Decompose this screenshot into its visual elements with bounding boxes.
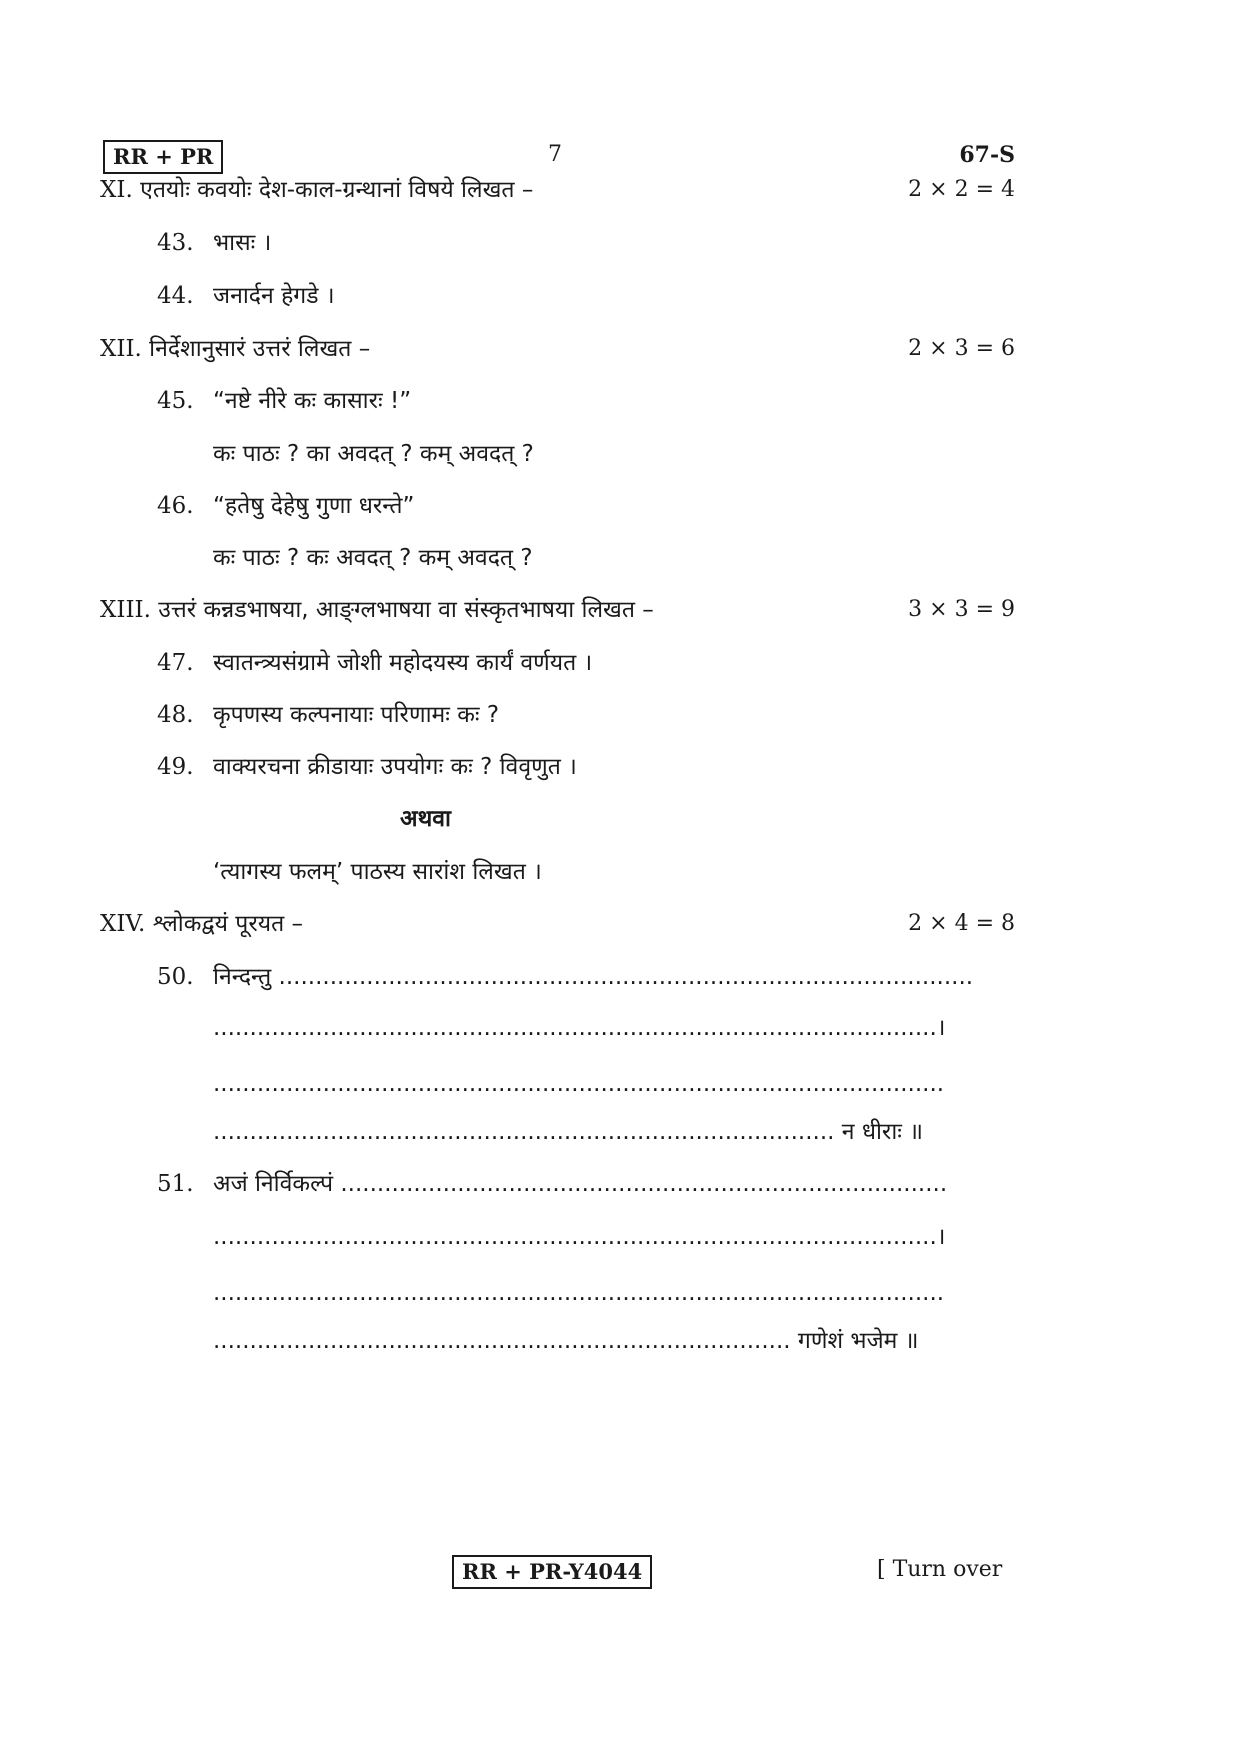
fill-line: ...................................................................................................। (213, 1015, 946, 1041)
athava-label: अथवा (400, 806, 452, 832)
question-text: स्वातन्त्र्यसंग्रामे जोशी महोदयस्य कार्यं वर्णयत । (213, 650, 593, 676)
question-text: “हतेषु देहेषु गुणा धरन्ते” (213, 493, 415, 519)
question-48 (157, 700, 499, 730)
fill-line: .................................................................................................... (213, 1280, 945, 1306)
footer-code: RR + PR-Y4044 (452, 1555, 652, 1589)
turn-over-note: [ Turn over (877, 1557, 1003, 1582)
question-number: 49. (157, 754, 194, 780)
page-number: 7 (548, 142, 562, 167)
question-47 (157, 648, 592, 678)
question-number: 48. (157, 702, 194, 728)
question-43 (157, 228, 271, 258)
section-xiii (100, 595, 1015, 625)
question-text: कृपणस्य कल्पनायाः परिणामः कः ? (213, 702, 500, 728)
question-50 (157, 962, 973, 992)
question-45-sub: कः पाठः ? का अवदत् ? कम् अवदत् ? (213, 441, 534, 467)
question-49 (157, 752, 577, 782)
fill-line: .................................................................................................... (213, 1071, 945, 1097)
question-45 (157, 386, 411, 416)
page-footer (0, 1555, 1241, 1595)
paper-code: 67-S (959, 142, 1015, 168)
fill-line: अजं निर्विकल्पं ................................................................................... (213, 1171, 948, 1197)
section-instruction: उत्तरं कन्नडभाषया, आङ्ग्लभाषया वा संस्कृतभाषया लिखत – (158, 597, 654, 623)
section-marks: 2 × 2 = 4 (908, 177, 1015, 202)
question-text: वाक्यरचना क्रीडायाः उपयोगः कः ? विवृणुत । (213, 754, 577, 780)
fill-line: ............................................................................... गणेशं भजेम ॥ (213, 1328, 919, 1354)
section-instruction: एतयोः कवयोः देश-काल-ग्रन्थानां विषये लिखत – (140, 177, 534, 203)
question-text: जनार्दन हेगडे । (213, 283, 335, 309)
question-46 (157, 491, 414, 521)
section-label: XI. (100, 177, 133, 203)
question-text: भासः । (213, 230, 272, 256)
section-label: XII. (100, 336, 142, 362)
section-instruction: श्लोकद्वयं पूरयत – (152, 911, 303, 937)
question-number: 43. (157, 230, 194, 256)
question-51 (157, 1169, 947, 1199)
section-instruction: निर्देशानुसारं उत्तरं लिखत – (149, 336, 371, 362)
question-44 (157, 281, 335, 311)
section-xi (100, 175, 1015, 205)
question-number: 50. (157, 964, 194, 990)
section-label: XIV. (100, 911, 146, 937)
fill-line: निन्दन्तु ............................................................................................... (213, 964, 974, 990)
question-number: 46. (157, 493, 194, 519)
question-46-sub: कः पाठः ? कः अवदत् ? कम् अवदत् ? (213, 545, 533, 571)
question-number: 44. (157, 283, 194, 309)
section-marks: 2 × 4 = 8 (908, 911, 1015, 936)
section-xiv (100, 909, 1015, 939)
section-label: XIII. (100, 597, 151, 623)
section-marks: 3 × 3 = 9 (908, 597, 1015, 622)
section-xii (100, 334, 1015, 364)
question-number: 51. (157, 1171, 194, 1197)
section-marks: 2 × 3 = 6 (908, 336, 1015, 361)
fill-line: ...................................................................................................। (213, 1224, 946, 1250)
question-text: “नष्टे नीरे कः कासारः !” (213, 388, 412, 414)
alternative-question: ‘त्यागस्य फलम्’ पाठस्य सारांश लिखत । (213, 859, 542, 885)
question-number: 47. (157, 650, 194, 676)
header-left-code: RR + PR (103, 140, 223, 174)
page-header (103, 140, 1015, 180)
question-number: 45. (157, 388, 194, 414)
fill-line: ..................................................................................... न धीराः ॥ (213, 1119, 924, 1145)
